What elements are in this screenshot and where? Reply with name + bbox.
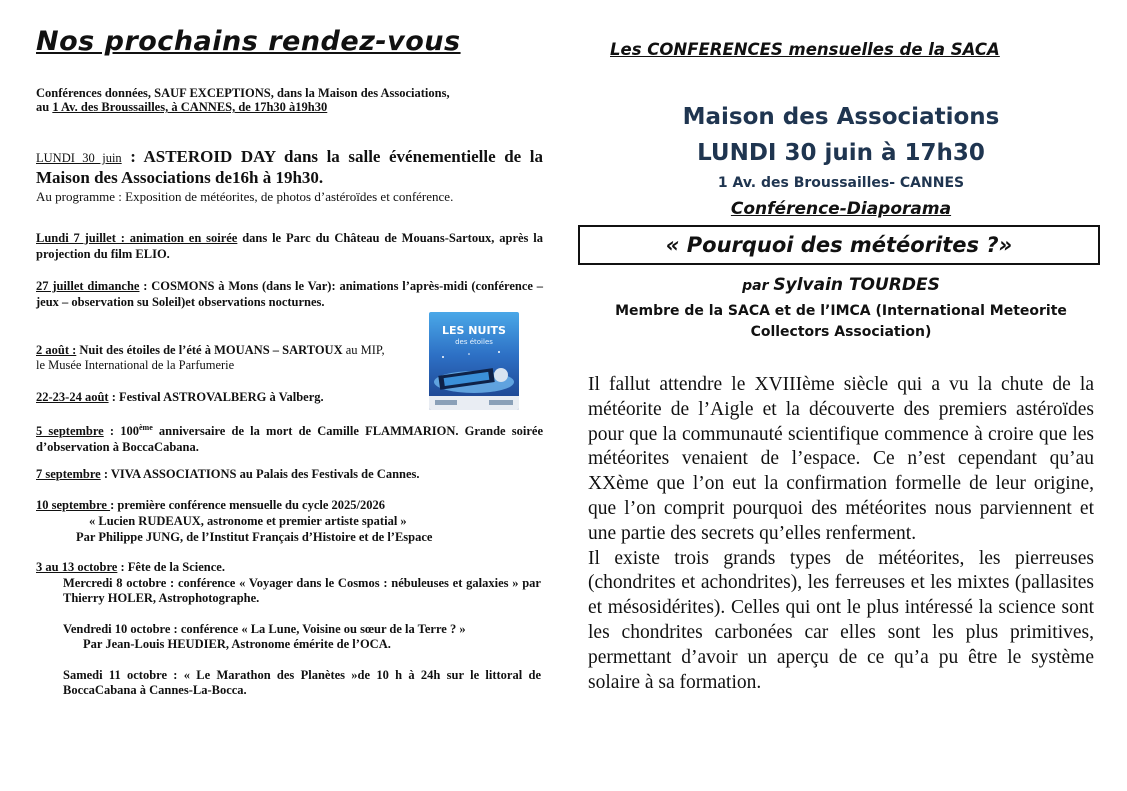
event-date: 10 septembre [36, 498, 111, 512]
event-date: 22-23-24 août [36, 390, 109, 404]
conference-type: Conférence-Diaporama [730, 199, 952, 219]
talk-title-box [578, 225, 1100, 265]
venue-title: Maison des Associations [682, 104, 1000, 130]
event-date: Lundi 7 juillet : animation en soirée [36, 231, 238, 245]
event-asteroid-day: LUNDI 30 juin : ASTEROID DAY dans la salle événementielle de la Maison des Associations de16h à 19h30. [36, 147, 543, 187]
event-asteroid-day-desc: Au programme : Exposition de météorites, de photos d’astéroïdes et conférence. [36, 189, 454, 204]
event-fete-science-sub2: Vendredi 10 octobre : conférence « La Lune, Voisine ou sœur de la Terre ? » Par Jean-Louis HEUDIER, Astronome émérite de l’OCA. [63, 622, 466, 651]
event-date: LUNDI 30 juin [36, 151, 122, 165]
event-flammarion: 5 septembre : 100ème anniversaire de la mort de Camille FLAMMARION. Grande soirée d’observation à BoccaCabana. [36, 423, 544, 455]
article-paragraph: Il existe trois grands types de météorites, les pierreuses (chondrites et achondrites), les ferreuses et les mixtes (pallasites et mésosidérites). Celles qui ont le plus intéressé la science sont les chondrites carbonées car elles sont les plus primitives, permettant d’avoir un aperçu de ce qu’a pu être le système solaire à sa formation. [588, 547, 1094, 693]
article-paragraph: Il fallut attendre le XVIIIème siècle qui a vu la chute de la météorite de l’Aigle et la découverte des premiers astéroïdes pour que la communauté scientifique commence à croire que les météorites venaient de l’espace. Ce n’est cependant qu’au XXème que l’on eut la confirmation formelle de leur origine, que l’on comprit pourquoi des météorites nous parviennent et une partie des secrets qu’elles renferment. [588, 374, 1094, 544]
event-date: 5 septembre [36, 424, 104, 439]
poster-illustration [429, 312, 519, 410]
intro-line-1: Conférences données, SAUF EXCEPTIONS, dans la Maison des Associations, [36, 86, 450, 100]
event-fete-science: 3 au 13 octobre : Fête de la Science. [36, 560, 225, 574]
speaker-affiliation: Membre de la SACA et de l’IMCA (International Meteorite Collectors Association) [615, 303, 1067, 340]
right-page-title: Les CONFERENCES mensuelles de la SACA [610, 40, 1000, 59]
event-title: ASTEROID DAY dans la salle événementielle de la Maison des Associations de16h à 19h30. [36, 147, 543, 187]
intro-address: 1 Av. des Broussailles, à CANNES, de 17h30 à19h30 [52, 100, 328, 114]
nuits-des-etoiles-poster [429, 312, 519, 410]
event-astrovalberg: 22-23-24 août : Festival ASTROVALBERG à Valberg. [36, 390, 324, 404]
article-body [588, 373, 1094, 695]
poster-subtitle: des étoiles [455, 338, 493, 346]
event-nuit-des-etoiles: 2 août : Nuit des étoiles de l’été à MOUANS – SARTOUX au MIP, le Musée International de la Parfumerie [36, 343, 385, 372]
event-cosmons: 27 juillet dimanche : COSMONS à Mons (dans le Var): animations l’après-midi (conférence – jeux – observation su Soleil)et observations nocturnes. [36, 279, 543, 309]
speaker-name: Sylvain TOURDES [773, 275, 940, 295]
conference-address: 1 Av. des Broussailles- CANNES [717, 175, 965, 191]
event-date: 2 août : [36, 343, 77, 357]
event-animation-soiree: Lundi 7 juillet : animation en soirée dans le Parc du Château de Mouans-Sartoux, après la projection du film ELIO. [36, 231, 543, 261]
event-date: 27 juillet dimanche [36, 279, 140, 293]
event-fete-science-sub1: Mercredi 8 octobre : conférence « Voyager dans le Cosmos : nébuleuses et galaxies » par Thierry HOLER, Astrophotographe. [63, 576, 541, 605]
talk-title: « Pourquoi des météorites ?» [665, 233, 1013, 257]
intro-paragraph [36, 86, 543, 114]
event-date: 7 septembre [36, 467, 101, 481]
left-page-title: Nos prochains rendez-vous [36, 26, 461, 57]
event-fete-science-sub3: Samedi 11 octobre : « Le Marathon des Planètes »de 10 h à 24h sur le littoral de BoccaCabana à Cannes-La-Bocca. [63, 668, 541, 697]
poster-title: LES NUITS [442, 324, 506, 337]
conference-date: LUNDI 30 juin à 17h30 [697, 140, 985, 166]
event-premiere-conference: 10 septembre : première conférence mensuelle du cycle 2025/2026 « Lucien RUDEAUX, astronome et premier artiste spatial » Par Philippe JUNG, de l’Institut Français d’Histoire et de l’Espace [36, 498, 433, 544]
speaker: par Sylvain TOURDES [742, 275, 940, 295]
intro-line-2: au 1 Av. des Broussailles, à CANNES, de 17h30 à19h30 [36, 100, 328, 114]
event-date: 3 au 13 octobre [36, 560, 118, 574]
event-viva-associations: 7 septembre : VIVA ASSOCIATIONS au Palais des Festivals de Cannes. [36, 467, 420, 481]
